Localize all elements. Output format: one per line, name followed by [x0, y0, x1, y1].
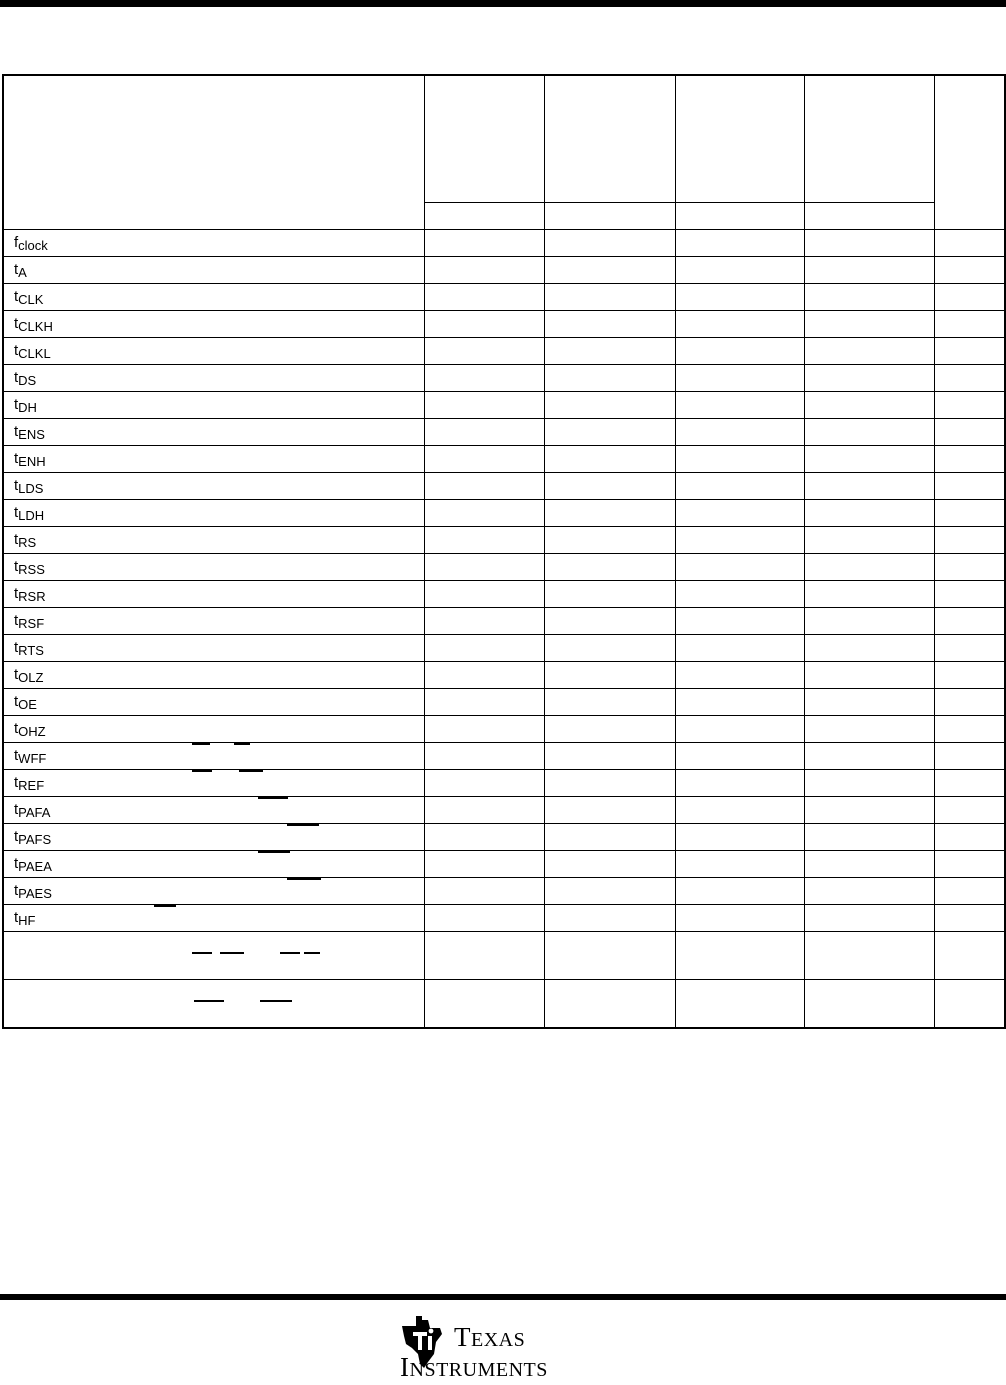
value-cell	[424, 662, 544, 689]
value-cell	[424, 743, 544, 770]
value-cell	[675, 980, 804, 1029]
value-cell	[675, 257, 804, 284]
value-cell	[934, 500, 1005, 527]
table-row	[3, 284, 1005, 311]
value-cell	[934, 230, 1005, 257]
parameter-symbol: $t_{CLKH}$	[3, 311, 424, 338]
value-cell	[544, 905, 675, 932]
value-cell	[424, 851, 544, 878]
table-row	[3, 770, 1005, 797]
overline-mark	[154, 905, 176, 907]
parameter-symbol: $t_{PAEA}$	[3, 851, 424, 878]
table-row	[3, 716, 1005, 743]
value-cell	[934, 662, 1005, 689]
logo-instruments: INSTRUMENTS	[400, 1352, 548, 1382]
value-cell	[934, 473, 1005, 500]
overline-mark	[258, 851, 290, 853]
value-cell	[544, 527, 675, 554]
value-cell	[544, 446, 675, 473]
header-row	[3, 75, 1005, 203]
header-unit-cell	[934, 75, 1005, 230]
overline-mark	[220, 952, 244, 954]
value-cell	[424, 581, 544, 608]
parameter-symbol: $t_{PAFS}$	[3, 824, 424, 851]
value-cell	[424, 797, 544, 824]
header-cell	[544, 75, 675, 203]
overline-mark	[287, 878, 321, 880]
value-cell	[934, 635, 1005, 662]
table-row	[3, 257, 1005, 284]
parameter-description	[3, 980, 424, 1029]
value-cell	[544, 716, 675, 743]
value-cell	[424, 284, 544, 311]
parameter-symbol: $t_{LDH}$	[3, 500, 424, 527]
value-cell	[675, 392, 804, 419]
table-row	[3, 932, 1005, 980]
value-cell	[934, 689, 1005, 716]
value-cell	[675, 770, 804, 797]
overline-mark	[304, 952, 320, 954]
value-cell	[934, 980, 1005, 1029]
value-cell	[804, 527, 934, 554]
value-cell	[804, 446, 934, 473]
table-row	[3, 689, 1005, 716]
table-row	[3, 851, 1005, 878]
value-cell	[934, 446, 1005, 473]
overline-mark	[239, 770, 263, 772]
value-cell	[675, 662, 804, 689]
parameter-symbol: $t_{ENH}$	[3, 446, 424, 473]
value-cell	[804, 473, 934, 500]
value-cell	[934, 257, 1005, 284]
value-cell	[934, 419, 1005, 446]
table-row	[3, 743, 1005, 770]
overline-mark	[280, 952, 300, 954]
parameter-symbol: $t_{RSF}$	[3, 608, 424, 635]
parameter-symbol: $t_A$	[3, 257, 424, 284]
overline-mark	[260, 1000, 292, 1002]
value-cell	[544, 473, 675, 500]
table-row	[3, 419, 1005, 446]
value-cell	[675, 581, 804, 608]
value-cell	[804, 500, 934, 527]
value-cell	[934, 527, 1005, 554]
value-cell	[675, 419, 804, 446]
value-cell	[675, 473, 804, 500]
value-cell	[675, 716, 804, 743]
value-cell	[675, 311, 804, 338]
value-cell	[424, 500, 544, 527]
value-cell	[934, 554, 1005, 581]
table-row	[3, 824, 1005, 851]
value-cell	[424, 257, 544, 284]
value-cell	[675, 608, 804, 635]
parameter-symbol: $t_{RTS}$	[3, 635, 424, 662]
value-cell	[544, 230, 675, 257]
value-cell	[544, 365, 675, 392]
value-cell	[675, 500, 804, 527]
bottom-rule	[0, 1294, 1006, 1300]
timing-table	[2, 74, 1006, 1029]
value-cell	[424, 932, 544, 980]
value-cell	[804, 608, 934, 635]
overline-mark	[258, 797, 288, 799]
value-cell	[424, 635, 544, 662]
value-cell	[424, 419, 544, 446]
parameter-symbol: $f_{clock}$	[3, 230, 424, 257]
logo-texas: TEXAS	[454, 1322, 526, 1352]
table-row	[3, 878, 1005, 905]
parameter-symbol: $t_{OHZ}$	[3, 716, 424, 743]
parameter-symbol: $t_{RSR}$	[3, 581, 424, 608]
value-cell	[675, 284, 804, 311]
value-cell	[804, 554, 934, 581]
value-cell	[804, 311, 934, 338]
table-row	[3, 311, 1005, 338]
table-row	[3, 905, 1005, 932]
header-minmax-cell	[424, 203, 544, 230]
value-cell	[424, 392, 544, 419]
parameter-symbol: $t_{PAFA}$	[3, 797, 424, 824]
value-cell	[804, 230, 934, 257]
value-cell	[424, 980, 544, 1029]
parameter-symbol: $t_{DS}$	[3, 365, 424, 392]
value-cell	[934, 338, 1005, 365]
value-cell	[424, 554, 544, 581]
table-row	[3, 608, 1005, 635]
value-cell	[544, 662, 675, 689]
value-cell	[934, 716, 1005, 743]
header-cell	[424, 75, 544, 203]
value-cell	[804, 905, 934, 932]
value-cell	[544, 419, 675, 446]
table-row	[3, 980, 1005, 1029]
value-cell	[804, 257, 934, 284]
value-cell	[804, 878, 934, 905]
value-cell	[934, 851, 1005, 878]
value-cell	[424, 878, 544, 905]
value-cell	[804, 980, 934, 1029]
parameter-symbol: $t_{REF}$	[3, 770, 424, 797]
header-minmax-cell	[804, 203, 934, 230]
table-row	[3, 392, 1005, 419]
value-cell	[804, 743, 934, 770]
value-cell	[675, 743, 804, 770]
parameter-symbol: $t_{OLZ}$	[3, 662, 424, 689]
value-cell	[804, 392, 934, 419]
header-parameter-cell	[3, 75, 424, 230]
table-row	[3, 365, 1005, 392]
value-cell	[804, 716, 934, 743]
value-cell	[804, 365, 934, 392]
parameter-symbol: $t_{CLKL}$	[3, 338, 424, 365]
value-cell	[544, 392, 675, 419]
header-cell	[675, 75, 804, 203]
value-cell	[934, 743, 1005, 770]
value-cell	[544, 284, 675, 311]
value-cell	[804, 635, 934, 662]
table-row	[3, 797, 1005, 824]
value-cell	[424, 473, 544, 500]
value-cell	[934, 770, 1005, 797]
value-cell	[804, 797, 934, 824]
overline-mark	[192, 952, 212, 954]
value-cell	[424, 311, 544, 338]
value-cell	[804, 284, 934, 311]
value-cell	[804, 932, 934, 980]
value-cell	[934, 581, 1005, 608]
value-cell	[934, 905, 1005, 932]
table-row	[3, 500, 1005, 527]
value-cell	[544, 608, 675, 635]
parameter-symbol: $t_{CLK}$	[3, 284, 424, 311]
value-cell	[544, 824, 675, 851]
texas-instruments-logo	[398, 1314, 608, 1384]
value-cell	[544, 797, 675, 824]
value-cell	[544, 851, 675, 878]
value-cell	[424, 824, 544, 851]
value-cell	[934, 878, 1005, 905]
value-cell	[675, 554, 804, 581]
value-cell	[424, 527, 544, 554]
value-cell	[804, 662, 934, 689]
value-cell	[544, 554, 675, 581]
value-cell	[675, 905, 804, 932]
value-cell	[804, 770, 934, 797]
value-cell	[544, 257, 675, 284]
value-cell	[675, 824, 804, 851]
value-cell	[934, 824, 1005, 851]
value-cell	[675, 689, 804, 716]
value-cell	[424, 446, 544, 473]
value-cell	[544, 980, 675, 1029]
value-cell	[544, 311, 675, 338]
value-cell	[934, 392, 1005, 419]
table-row	[3, 581, 1005, 608]
value-cell	[675, 932, 804, 980]
value-cell	[544, 878, 675, 905]
value-cell	[424, 230, 544, 257]
table-row	[3, 338, 1005, 365]
value-cell	[804, 581, 934, 608]
table-row	[3, 662, 1005, 689]
value-cell	[934, 284, 1005, 311]
value-cell	[544, 338, 675, 365]
value-cell	[675, 365, 804, 392]
overline-mark	[192, 743, 210, 745]
top-rule	[0, 0, 1006, 7]
table-row	[3, 473, 1005, 500]
value-cell	[544, 743, 675, 770]
value-cell	[934, 608, 1005, 635]
value-cell	[675, 230, 804, 257]
table-row	[3, 230, 1005, 257]
header-minmax-cell	[675, 203, 804, 230]
value-cell	[424, 770, 544, 797]
parameter-symbol: $t_{PAES}$	[3, 878, 424, 905]
overline-mark	[287, 824, 319, 826]
value-cell	[424, 608, 544, 635]
value-cell	[804, 824, 934, 851]
value-cell	[675, 797, 804, 824]
parameter-symbol: $t_{WFF}$	[3, 743, 424, 770]
value-cell	[934, 311, 1005, 338]
value-cell	[544, 770, 675, 797]
table-row	[3, 635, 1005, 662]
parameter-symbol: $t_{ENS}$	[3, 419, 424, 446]
value-cell	[675, 527, 804, 554]
value-cell	[544, 635, 675, 662]
parameter-symbol: $t_{LDS}$	[3, 473, 424, 500]
value-cell	[544, 581, 675, 608]
value-cell	[934, 932, 1005, 980]
value-cell	[424, 716, 544, 743]
header-cell	[804, 75, 934, 203]
value-cell	[804, 851, 934, 878]
parameter-symbol: $t_{RSS}$	[3, 554, 424, 581]
value-cell	[675, 446, 804, 473]
value-cell	[804, 338, 934, 365]
value-cell	[675, 338, 804, 365]
value-cell	[544, 689, 675, 716]
value-cell	[675, 878, 804, 905]
header-minmax-cell	[544, 203, 675, 230]
parameter-symbol: $t_{OE}$	[3, 689, 424, 716]
overline-mark	[192, 770, 212, 772]
table-row	[3, 446, 1005, 473]
value-cell	[675, 635, 804, 662]
overline-mark	[194, 1000, 224, 1002]
parameter-description	[3, 932, 424, 980]
value-cell	[544, 500, 675, 527]
value-cell	[675, 851, 804, 878]
value-cell	[804, 419, 934, 446]
parameter-symbol: $t_{HF}$	[3, 905, 424, 932]
value-cell	[424, 338, 544, 365]
table-row	[3, 554, 1005, 581]
value-cell	[934, 365, 1005, 392]
value-cell	[804, 689, 934, 716]
value-cell	[934, 797, 1005, 824]
value-cell	[424, 689, 544, 716]
table-row	[3, 527, 1005, 554]
parameter-symbol: $t_{DH}$	[3, 392, 424, 419]
parameter-symbol: $t_{RS}$	[3, 527, 424, 554]
value-cell	[424, 365, 544, 392]
value-cell	[544, 932, 675, 980]
overline-mark	[234, 743, 250, 745]
value-cell	[424, 905, 544, 932]
